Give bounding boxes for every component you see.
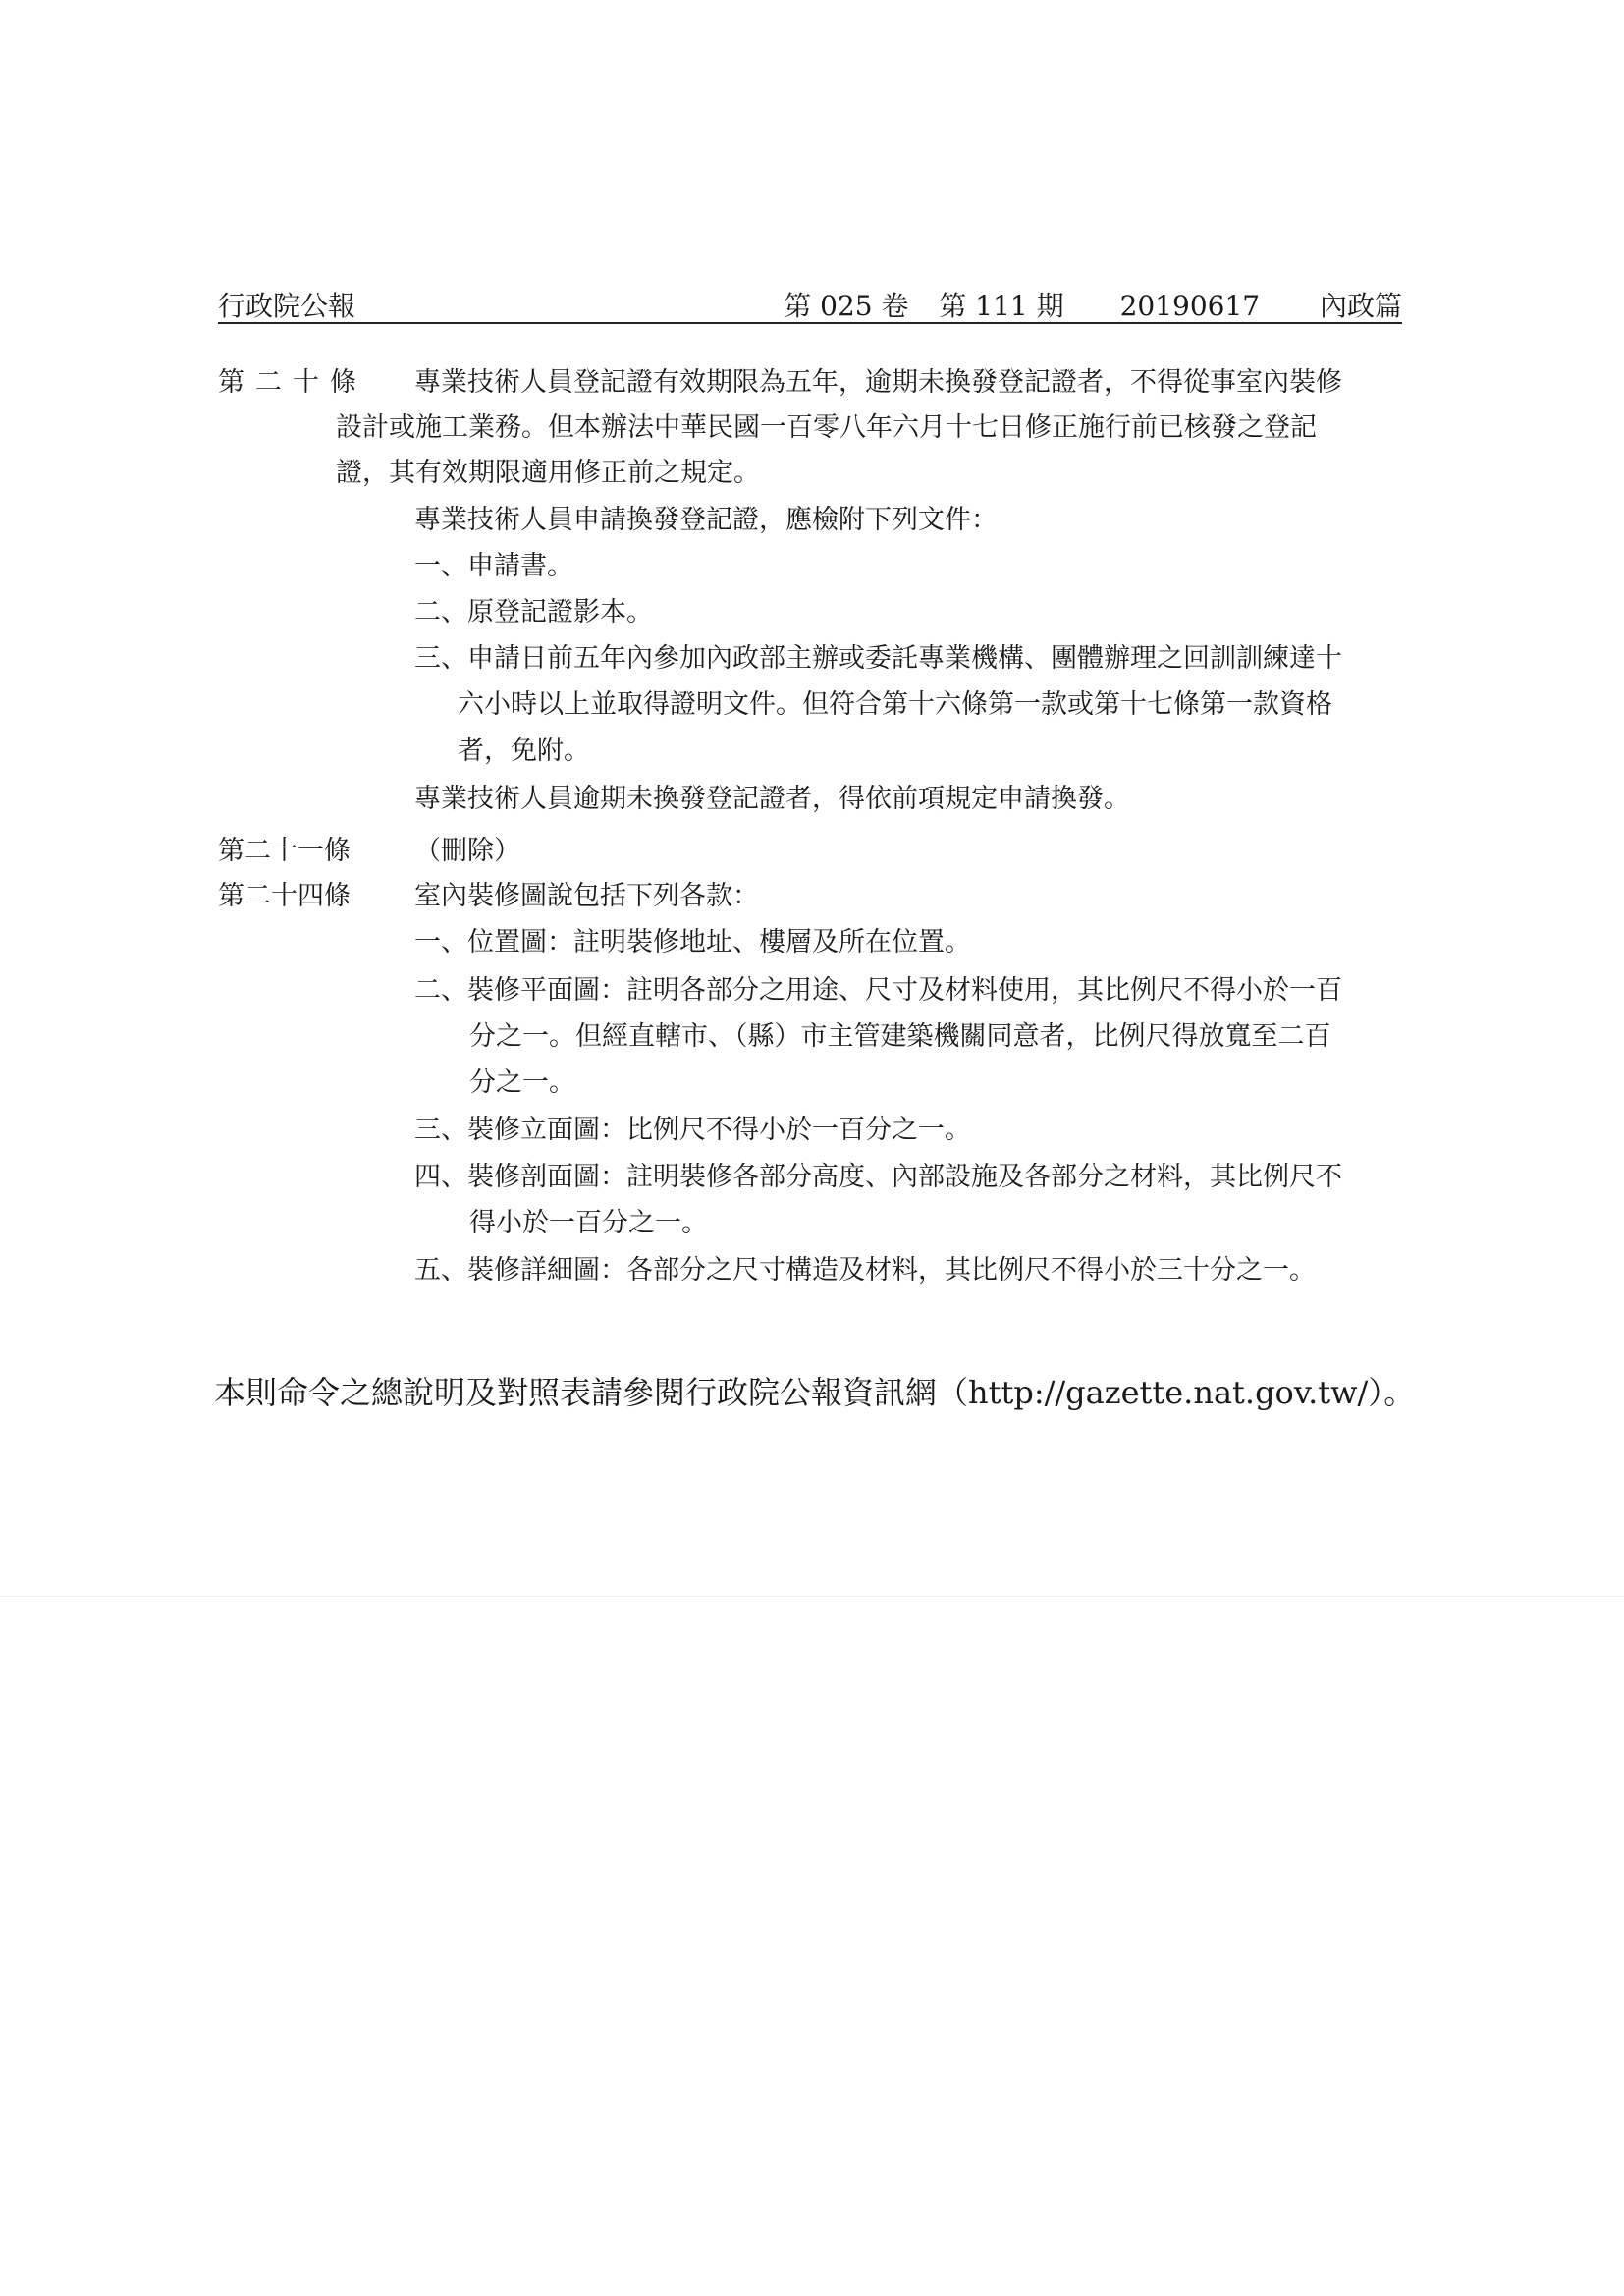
volume-number: 第 025 卷 <box>784 290 909 322</box>
article-20-line: 專業技術人員登記證有效期限為五年，逾期未換發登記證者，不得從事室內裝修 <box>414 367 1342 398</box>
article-20-item: 三、申請日前五年內參加內政部主辦或委託專業機構、團體辦理之回訓訓練達十 <box>414 643 1342 674</box>
article-20-line: 設計或施工業務。但本辦法中華民國一百零八年六月十七日修正施行前已核發之登記 <box>336 412 1317 443</box>
article-20-item: 一、申請書。 <box>414 551 573 581</box>
section-name: 內政篇 <box>1319 290 1402 322</box>
article-20-item-cont: 者，免附。 <box>458 736 590 766</box>
publication-name: 行政院公報 <box>218 290 356 322</box>
article-20-item: 二、原登記證影本。 <box>414 597 653 628</box>
article-24-label: 第二十四條 <box>218 881 351 911</box>
article-24-item: 五、裝修詳細圖：各部分之尺寸構造及材料，其比例尺不得小於三十分之一。 <box>414 1255 1316 1285</box>
article-24-item-cont: 分之一。但經直轄市、（縣）市主管建築機關同意者，比例尺得放寬至二百 <box>469 1021 1331 1052</box>
article-24-item: 二、裝修平面圖：註明各部分之用途、尺寸及材料使用，其比例尺不得小於一百 <box>414 975 1342 1006</box>
article-24-item-cont: 分之一。 <box>469 1067 575 1098</box>
reference-note: 本則命令之總說明及對照表請參閱行政院公報資訊網（http://gazette.nat.gov.tw/）。 <box>214 1374 1416 1411</box>
gazette-header <box>218 285 1402 324</box>
article-20-label: 第二十條 <box>218 367 367 398</box>
article-24-line: 室內裝修圖說包括下列各款： <box>414 881 759 911</box>
article-24-item: 三、裝修立面圖：比例尺不得小於一百分之一。 <box>414 1115 971 1145</box>
header-divider <box>218 322 1402 324</box>
article-24 <box>218 874 1402 1306</box>
article-24-item: 四、裝修剖面圖：註明裝修各部分高度、內部設施及各部分之材料，其比例尺不 <box>414 1162 1342 1192</box>
scan-artifact-line <box>0 1596 1624 1597</box>
article-21-label: 第二十一條 <box>218 836 351 866</box>
article-20-line: 專業技術人員申請換發登記證，應檢附下列文件： <box>414 505 998 535</box>
article-24-item: 一、位置圖：註明裝修地址、樓層及所在位置。 <box>414 927 971 957</box>
article-24-item-cont: 得小於一百分之一。 <box>469 1208 708 1238</box>
article-21-text: （刪除） <box>414 836 520 866</box>
article-20-line: 證，其有效期限適用修正前之規定。 <box>336 458 760 488</box>
issue-number: 第 111 期 <box>939 290 1064 322</box>
publication-date: 20190617 <box>1119 290 1261 322</box>
issue-info <box>784 285 1402 324</box>
article-21 <box>218 829 1402 874</box>
article-20-line: 專業技術人員逾期未換發登記證者，得依前項規定申請換發。 <box>414 784 1130 814</box>
article-20-item-cont: 六小時以上並取得證明文件。但符合第十六條第一款或第十七條第一款資格 <box>458 689 1332 720</box>
article-20 <box>218 360 1402 832</box>
